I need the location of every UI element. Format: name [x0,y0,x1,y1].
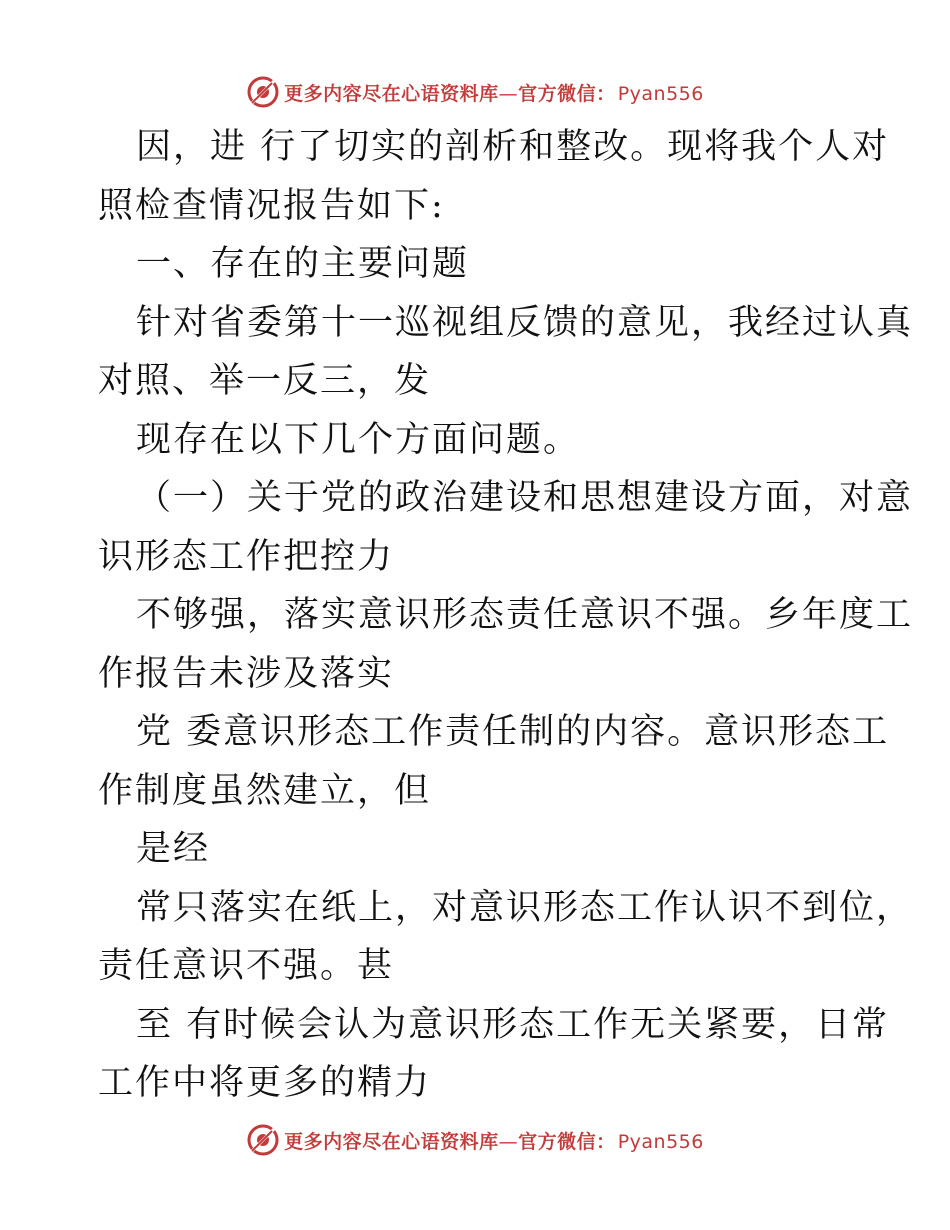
text-line: 常只落实在纸上，对意识形态工作认识不到位， [136,887,914,928]
text-line: 党 委意识形态工作责任制的内容。意识形态工 [136,712,890,752]
text-line: 因，进 行了切实的剖析和整改。现将我个人对 [136,127,890,167]
footer-watermark [0,1120,950,1160]
watermark-text: 更多内容尽在心语资料库 [284,1130,499,1153]
subsection-heading: （一）关于党的政治建设和思想建设方面，对意 [136,478,914,518]
watermark-dash: — [498,1130,519,1153]
text-line: 对照、举一反三，发 [98,361,432,401]
watermark-wechat-id: Pyan556 [617,82,704,105]
text-line: 工作中将更多的精力 [98,1063,432,1103]
quill-logo-icon [246,75,280,109]
watermark-wechat-label: 官方微信： [518,82,616,105]
watermark-wechat-label: 官方微信： [518,1130,616,1153]
document-body [98,118,914,1113]
watermark-wechat-id: Pyan556 [617,1130,704,1153]
text-line: 针对省委第十一巡视组反馈的意见，我经过认真 [136,302,914,343]
text-line: 至 有时候会认为意识形态工作无关紧要，日常 [136,1004,890,1045]
text-line: 作制度虽然建立，但 [98,770,432,811]
section-heading: 一、存在的主要问题 [136,244,470,284]
quill-logo-icon [246,1123,280,1157]
text-line: 照检查情况报告如下: [98,185,445,226]
header-watermark [0,72,950,112]
text-line: 责任意识不强。甚 [98,946,395,986]
text-line: 作报告未涉及落实 [98,653,395,694]
text-line: 现存在以下几个方面问题。 [136,419,581,460]
watermark-text: 更多内容尽在心语资料库 [284,82,499,105]
text-line: 识形态工作把控力 [98,536,395,577]
text-line: 不够强，落实意识形态责任意识不强。乡年度工 [136,595,914,635]
text-line: 是经 [136,829,211,869]
watermark-dash: — [498,82,519,105]
